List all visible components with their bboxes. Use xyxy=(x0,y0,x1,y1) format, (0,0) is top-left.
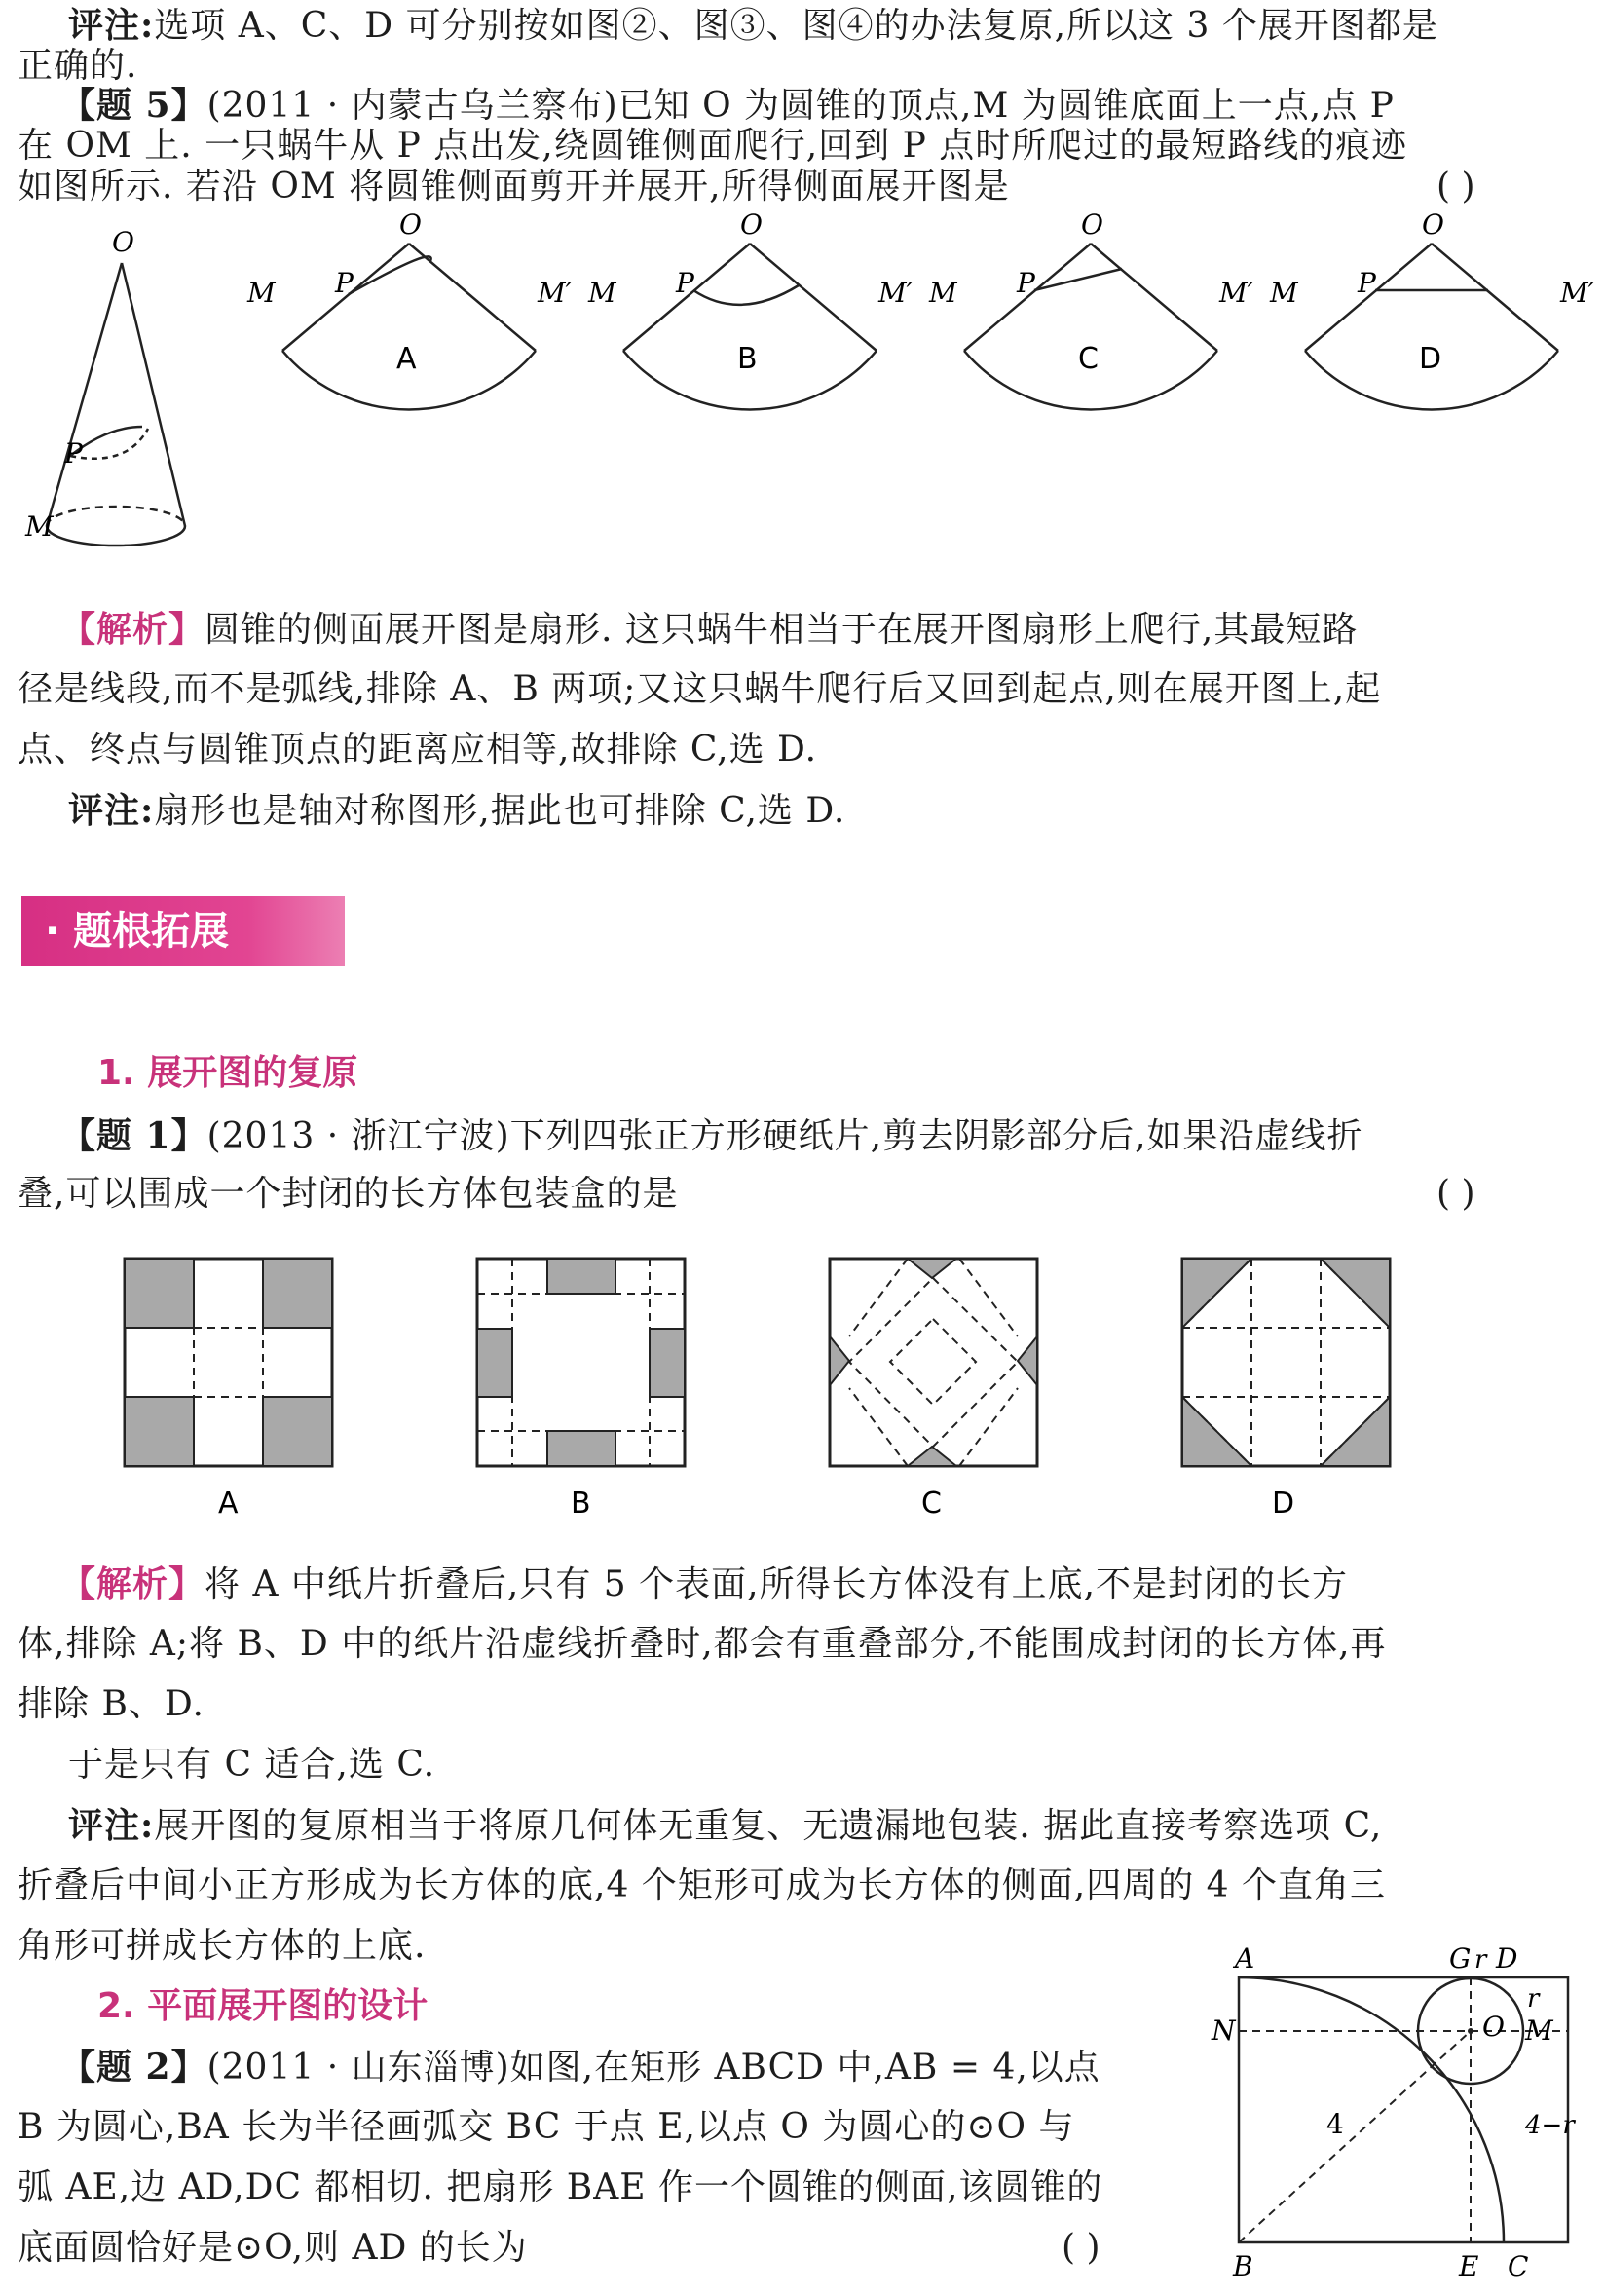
option-B-P: P xyxy=(676,267,694,299)
answer-paren-2: ( ) xyxy=(1062,2228,1100,2268)
fig2-label-N: N xyxy=(1212,2014,1236,2047)
option-A-Mp: M′ xyxy=(538,277,573,309)
problem5-text: (2011 · 内蒙古乌兰察布)已知 O 为圆锥的顶点,M 为圆锥底面上一点,点 P xyxy=(206,86,1395,126)
option-D-sector xyxy=(1305,244,1558,409)
comment1b-line-3: 角形可拼成长方体的上底. xyxy=(18,1926,427,1966)
option-C-O: O xyxy=(1081,208,1103,241)
analysis5-text: 圆锥的侧面展开图是扇形. 这只蜗牛相当于在展开图扇形上爬行,其最短路 xyxy=(205,610,1359,650)
square-A-label: A xyxy=(218,1487,239,1521)
analysis5-line-3: 点、终点与圆锥顶点的距离应相等,故排除 C,选 D. xyxy=(18,730,818,770)
fig2-label-r-side: r xyxy=(1527,1984,1540,2014)
fig2-label-O: O xyxy=(1482,2011,1505,2043)
fig2-label-r-top: r xyxy=(1474,1945,1487,1975)
option-B-Mp: M′ xyxy=(878,277,914,309)
problem2-tag: 【题 2】 xyxy=(60,2047,207,2088)
square-C xyxy=(830,1259,1037,1466)
analysis5-line-1 xyxy=(60,606,1358,654)
comment5-line xyxy=(68,787,845,835)
comment-label: 评注: xyxy=(68,5,155,46)
square-C-label: C xyxy=(921,1487,942,1521)
cone-label-M: M xyxy=(25,510,54,543)
option-D-M: M xyxy=(1270,277,1298,309)
figure-2 xyxy=(1198,1938,1587,2289)
answer-paren-5: ( ) xyxy=(1436,167,1475,207)
cone-label-P: P xyxy=(64,437,83,470)
comment1b-line-1 xyxy=(68,1802,1382,1850)
analysis1-line-1 xyxy=(60,1561,1348,1608)
analysis1-line-3: 排除 B、D. xyxy=(18,1684,205,1724)
problem1-tag: 【题 1】 xyxy=(60,1115,207,1156)
comment-text: 选项 A、C、D 可分别按如图②、图③、图④的办法复原,所以这 3 个展开图都是 xyxy=(154,6,1438,46)
comment5-label: 评注: xyxy=(68,790,155,831)
comment5-text: 扇形也是轴对称图形,据此也可排除 C,选 D. xyxy=(154,791,846,831)
fig2-label-4-minus-r: 4−r xyxy=(1525,2111,1575,2140)
analysis1-text: 将 A 中纸片折叠后,只有 5 个表面,所得长方体没有上底,不是封闭的长方 xyxy=(205,1564,1349,1604)
square-D xyxy=(1182,1259,1390,1466)
square-D-label: D xyxy=(1272,1487,1295,1521)
option-D-O: O xyxy=(1422,208,1444,241)
option-C-M: M xyxy=(929,277,957,309)
problem1-text: (2013 · 浙江宁波)下列四张正方形硬纸片,剪去阴影部分后,如果沿虚线折 xyxy=(206,1116,1363,1156)
option-B-M: M xyxy=(588,277,616,309)
square-B-label: B xyxy=(571,1487,591,1521)
problem5-line-3: 如图所示. 若沿 OM 将圆锥侧面剪开并展开,所得侧面展开图是 xyxy=(18,167,1010,207)
section-banner: · 题根拓展 xyxy=(21,896,345,966)
option-A-sector xyxy=(282,244,536,409)
cone-figure xyxy=(47,263,185,546)
problem2-line-2: B 为圆心,BA 长为半径画弧交 BC 于点 E,以点 O 为圆心的⊙O 与 xyxy=(18,2107,1075,2147)
problem2-line-3: 弧 AE,边 AD,DC 都相切. 把扇形 BAE 作一个圆锥的侧面,该圆锥的 xyxy=(18,2167,1103,2207)
analysis5-tag: 【解析】 xyxy=(60,609,205,650)
option-D-Mp: M′ xyxy=(1560,277,1595,309)
figure-1 xyxy=(0,1247,1604,1529)
figure-5 xyxy=(0,205,1604,565)
answer-paren-1: ( ) xyxy=(1436,1174,1475,1214)
option-C-label: C xyxy=(1078,342,1099,376)
fig2-label-G: G xyxy=(1449,1942,1472,1975)
comment1b-label: 评注: xyxy=(68,1805,155,1846)
comment-line-1 xyxy=(68,2,1438,50)
option-A-label: A xyxy=(396,342,417,376)
option-B-sector xyxy=(623,244,877,409)
fig2-label-M: M xyxy=(1525,2014,1553,2047)
cone-label-O: O xyxy=(112,226,134,258)
comment1b-text: 展开图的复原相当于将原几何体无重复、无遗漏地包装. 据此直接考察选项 C, xyxy=(154,1806,1383,1846)
subheading-2: 2. 平面展开图的设计 xyxy=(97,1986,429,2026)
problem1-line-1 xyxy=(60,1112,1363,1160)
option-C-P: P xyxy=(1017,267,1035,299)
option-C-Mp: M′ xyxy=(1219,277,1254,309)
option-C-sector xyxy=(964,244,1217,409)
option-A-O: O xyxy=(399,208,422,241)
subheading-1: 1. 展开图的复原 xyxy=(97,1053,358,1093)
option-B-label: B xyxy=(737,342,758,376)
analysis1-line-4: 于是只有 C 适合,选 C. xyxy=(68,1745,436,1785)
fig2-label-D: D xyxy=(1496,1942,1518,1975)
comment1b-line-2: 折叠后中间小正方形成为长方体的底,4 个矩形可成为长方体的侧面,四周的 4 个直角三 xyxy=(18,1865,1387,1905)
square-B xyxy=(477,1259,685,1466)
fig2-label-4: 4 xyxy=(1326,2108,1344,2140)
option-A-P: P xyxy=(335,267,354,299)
fig2-label-B: B xyxy=(1233,2250,1253,2282)
fig2-label-E: E xyxy=(1459,2250,1479,2282)
option-D-label: D xyxy=(1419,342,1442,376)
option-D-P: P xyxy=(1358,267,1376,299)
comment-line-2: 正确的. xyxy=(18,46,138,86)
problem2-line-1 xyxy=(60,2044,1100,2091)
fig2-label-C: C xyxy=(1508,2250,1529,2282)
square-A xyxy=(125,1259,332,1466)
analysis1-line-2: 体,排除 A;将 B、D 中的纸片沿虚线折叠时,都会有重叠部分,不能围成封闭的长方体,再 xyxy=(18,1624,1387,1664)
problem2-text: (2011 · 山东淄博)如图,在矩形 ABCD 中,AB = 4,以点 xyxy=(206,2048,1100,2088)
problem1-line-2: 叠,可以围成一个封闭的长方体包装盒的是 xyxy=(18,1174,679,1214)
option-A-M: M xyxy=(247,277,276,309)
problem5-line-2: 在 OM 上. 一只蜗牛从 P 点出发,绕圆锥侧面爬行,回到 P 点时所爬过的最短路线的痕迹 xyxy=(18,126,1408,166)
fig2-label-A: A xyxy=(1235,1942,1255,1975)
analysis1-tag: 【解析】 xyxy=(60,1563,205,1604)
problem5-tag: 【题 5】 xyxy=(60,85,207,126)
problem2-line-4: 底面圆恰好是⊙O,则 AD 的长为 xyxy=(18,2228,528,2268)
analysis5-line-2: 径是线段,而不是弧线,排除 A、B 两项;又这只蜗牛爬行后又回到起点,则在展开图上,起 xyxy=(18,669,1382,709)
option-B-O: O xyxy=(740,208,763,241)
